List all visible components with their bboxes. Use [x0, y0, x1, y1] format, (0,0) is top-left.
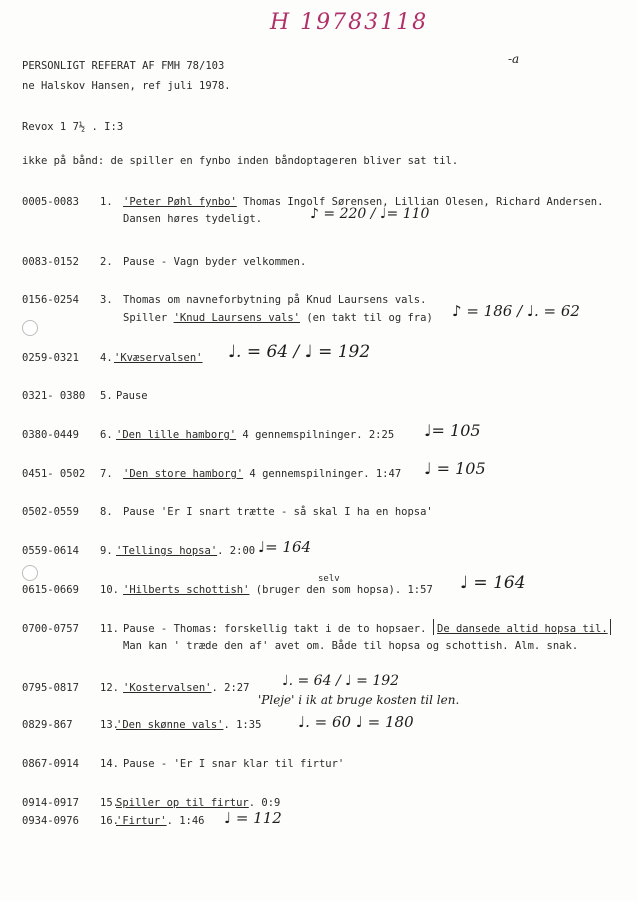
- entry-number: 7.: [100, 468, 113, 480]
- tempo-note: ♩ = 112: [224, 809, 282, 827]
- entry-text: [116, 429, 394, 442]
- corner-mark: -a: [508, 52, 520, 66]
- entry-number: 12.: [100, 682, 119, 694]
- archive-number: H 19783118: [270, 10, 429, 35]
- tune-title: 'Tellings hopsa': [116, 545, 218, 557]
- tempo-note: ♪ = 220 / ♩= 110: [310, 206, 430, 222]
- entry-number: 11.: [100, 623, 119, 635]
- tempo-note: ♩. = 64 / ♩ = 192: [228, 342, 371, 362]
- entry-text: [123, 468, 401, 481]
- entry-range: 0502-0559: [22, 506, 79, 518]
- bracket-mark: [610, 619, 611, 635]
- entry-number: 2.: [100, 256, 113, 268]
- tempo-note: ♩ = 164: [460, 573, 526, 593]
- entry-number: 9.: [100, 545, 113, 557]
- entry-range: 0867-0914: [22, 758, 79, 770]
- entry-range: 0615-0669: [22, 584, 79, 596]
- entry-number: 13.: [100, 719, 119, 731]
- tempo-note: ♩= 164: [258, 538, 312, 556]
- entry-range: 0451- 0502: [22, 468, 86, 480]
- entry-text: Pause: [116, 390, 148, 402]
- tune-title: 'Hilberts schottish': [123, 584, 250, 596]
- entry-range: 0700-0757: [22, 623, 79, 635]
- entry-range: 0083-0152: [22, 256, 79, 268]
- tune-title: 'Knud Laursens vals': [173, 312, 301, 324]
- document-title: PERSONLIGT REFERAT AF FMH 78/103: [22, 60, 225, 72]
- entry-detail: . 0:9: [248, 797, 281, 809]
- entry-detail: Spiller: [123, 312, 174, 324]
- entry-number: 10.: [100, 584, 119, 596]
- tune-title: 'Kvæservalsen': [114, 352, 203, 364]
- entry-detail: Thomas Ingolf Sørensen, Lillian Olesen, Richard Andersen.: [236, 196, 604, 208]
- tune-title: 'Den lille hamborg': [116, 429, 237, 441]
- tune-title: 'Den store hamborg': [123, 468, 244, 480]
- entry-number: 6.: [100, 429, 113, 441]
- tempo-note: ♩. = 60 ♩ = 180: [298, 713, 414, 731]
- document-subtitle: ne Halskov Hansen, ref juli 1978.: [22, 80, 231, 92]
- tune-title: 'Firtur': [116, 815, 167, 827]
- entry-detail: . 1:35: [223, 719, 262, 731]
- entry-detail: . 2:00: [217, 545, 256, 557]
- entry-text: [123, 584, 433, 597]
- entry-range: 0380-0449: [22, 429, 79, 441]
- entry-line2: [123, 312, 433, 325]
- entry-number: 14.: [100, 758, 119, 770]
- entry-line2: Dansen høres tydeligt.: [123, 213, 263, 225]
- entry-text: [116, 545, 255, 558]
- tempo-note: ♪ = 186 / ♩. = 62: [452, 302, 580, 320]
- entry-text: Pause - Thomas: forskellig takt i de to hopsaer.: [123, 623, 427, 635]
- entry-text: Thomas om navneforbytning på Knud Laursens vals.: [123, 294, 427, 306]
- tempo-note: ♩. = 64 / ♩ = 192: [282, 673, 400, 689]
- tempo-note: ♩ = 105: [424, 459, 486, 478]
- entry-number: 16.: [100, 815, 119, 827]
- entry-range: 0829-867: [22, 719, 73, 731]
- punch-hole: [22, 320, 38, 336]
- tune-title: 'Peter Pøhl fynbo': [123, 196, 237, 208]
- entry-number: 5.: [100, 390, 113, 402]
- entry-number: 8.: [100, 506, 113, 518]
- entry-range: 0559-0614: [22, 545, 79, 557]
- entry-detail: . 1:46: [166, 815, 205, 827]
- entry-range: 0914-0917: [22, 797, 79, 809]
- entry-range: 0934-0976: [22, 815, 79, 827]
- entry-range: 0005-0083: [22, 196, 79, 208]
- entry-text: [123, 682, 249, 695]
- entry-number: 4.: [100, 352, 113, 364]
- entry-number: 15.: [100, 797, 119, 809]
- punch-hole: [22, 565, 38, 581]
- tune-title: 'Kostervalsen': [123, 682, 212, 694]
- superscript-insert: selv: [318, 574, 340, 584]
- entry-line2: Man kan ' træde den af' avet om. Både til hopsa og schottish. Alm. snak.: [123, 640, 579, 652]
- handwritten-remark: 'Pleje' i ik at bruge kosten til len.: [258, 693, 460, 707]
- entry-text: [114, 352, 203, 365]
- entry-detail: . 2:27: [211, 682, 250, 694]
- tune-title: Spiller op til firtur: [116, 797, 249, 809]
- entry-text: [116, 719, 261, 732]
- entry-range: 0259-0321: [22, 352, 79, 364]
- entry-number: 3.: [100, 294, 113, 306]
- entry-detail: 4 gennemspilninger. 2:25: [236, 429, 395, 441]
- entry-text: Pause - 'Er I snar klar til firtur': [123, 758, 345, 770]
- entry-range: 0795-0817: [22, 682, 79, 694]
- header-note: ikke på bånd: de spiller en fynbo inden båndoptageren bliver sat til.: [22, 155, 459, 167]
- entry-detail: (bruger den som hopsa). 1:57: [249, 584, 433, 596]
- entry-number: 1.: [100, 196, 113, 208]
- bracket-mark: [433, 619, 434, 635]
- entry-range: 0321- 0380: [22, 390, 86, 402]
- entry-range: 0156-0254: [22, 294, 79, 306]
- entry-text: [116, 815, 205, 828]
- entry-detail: (en takt til og fra): [300, 312, 433, 324]
- tune-title: 'Den skønne vals': [116, 719, 224, 731]
- tempo-note: ♩= 105: [424, 421, 481, 440]
- revox-info: Revox 1 7½ . I:3: [22, 121, 124, 133]
- entry-detail: 4 gennemspilninger. 1:47: [243, 468, 402, 480]
- inline-emphasis: De dansede altid hopsa til.: [437, 623, 608, 635]
- entry-text: Pause - Vagn byder velkommen.: [123, 256, 307, 268]
- entry-text: Pause 'Er I snart trætte - så skal I ha en hopsa': [123, 506, 433, 518]
